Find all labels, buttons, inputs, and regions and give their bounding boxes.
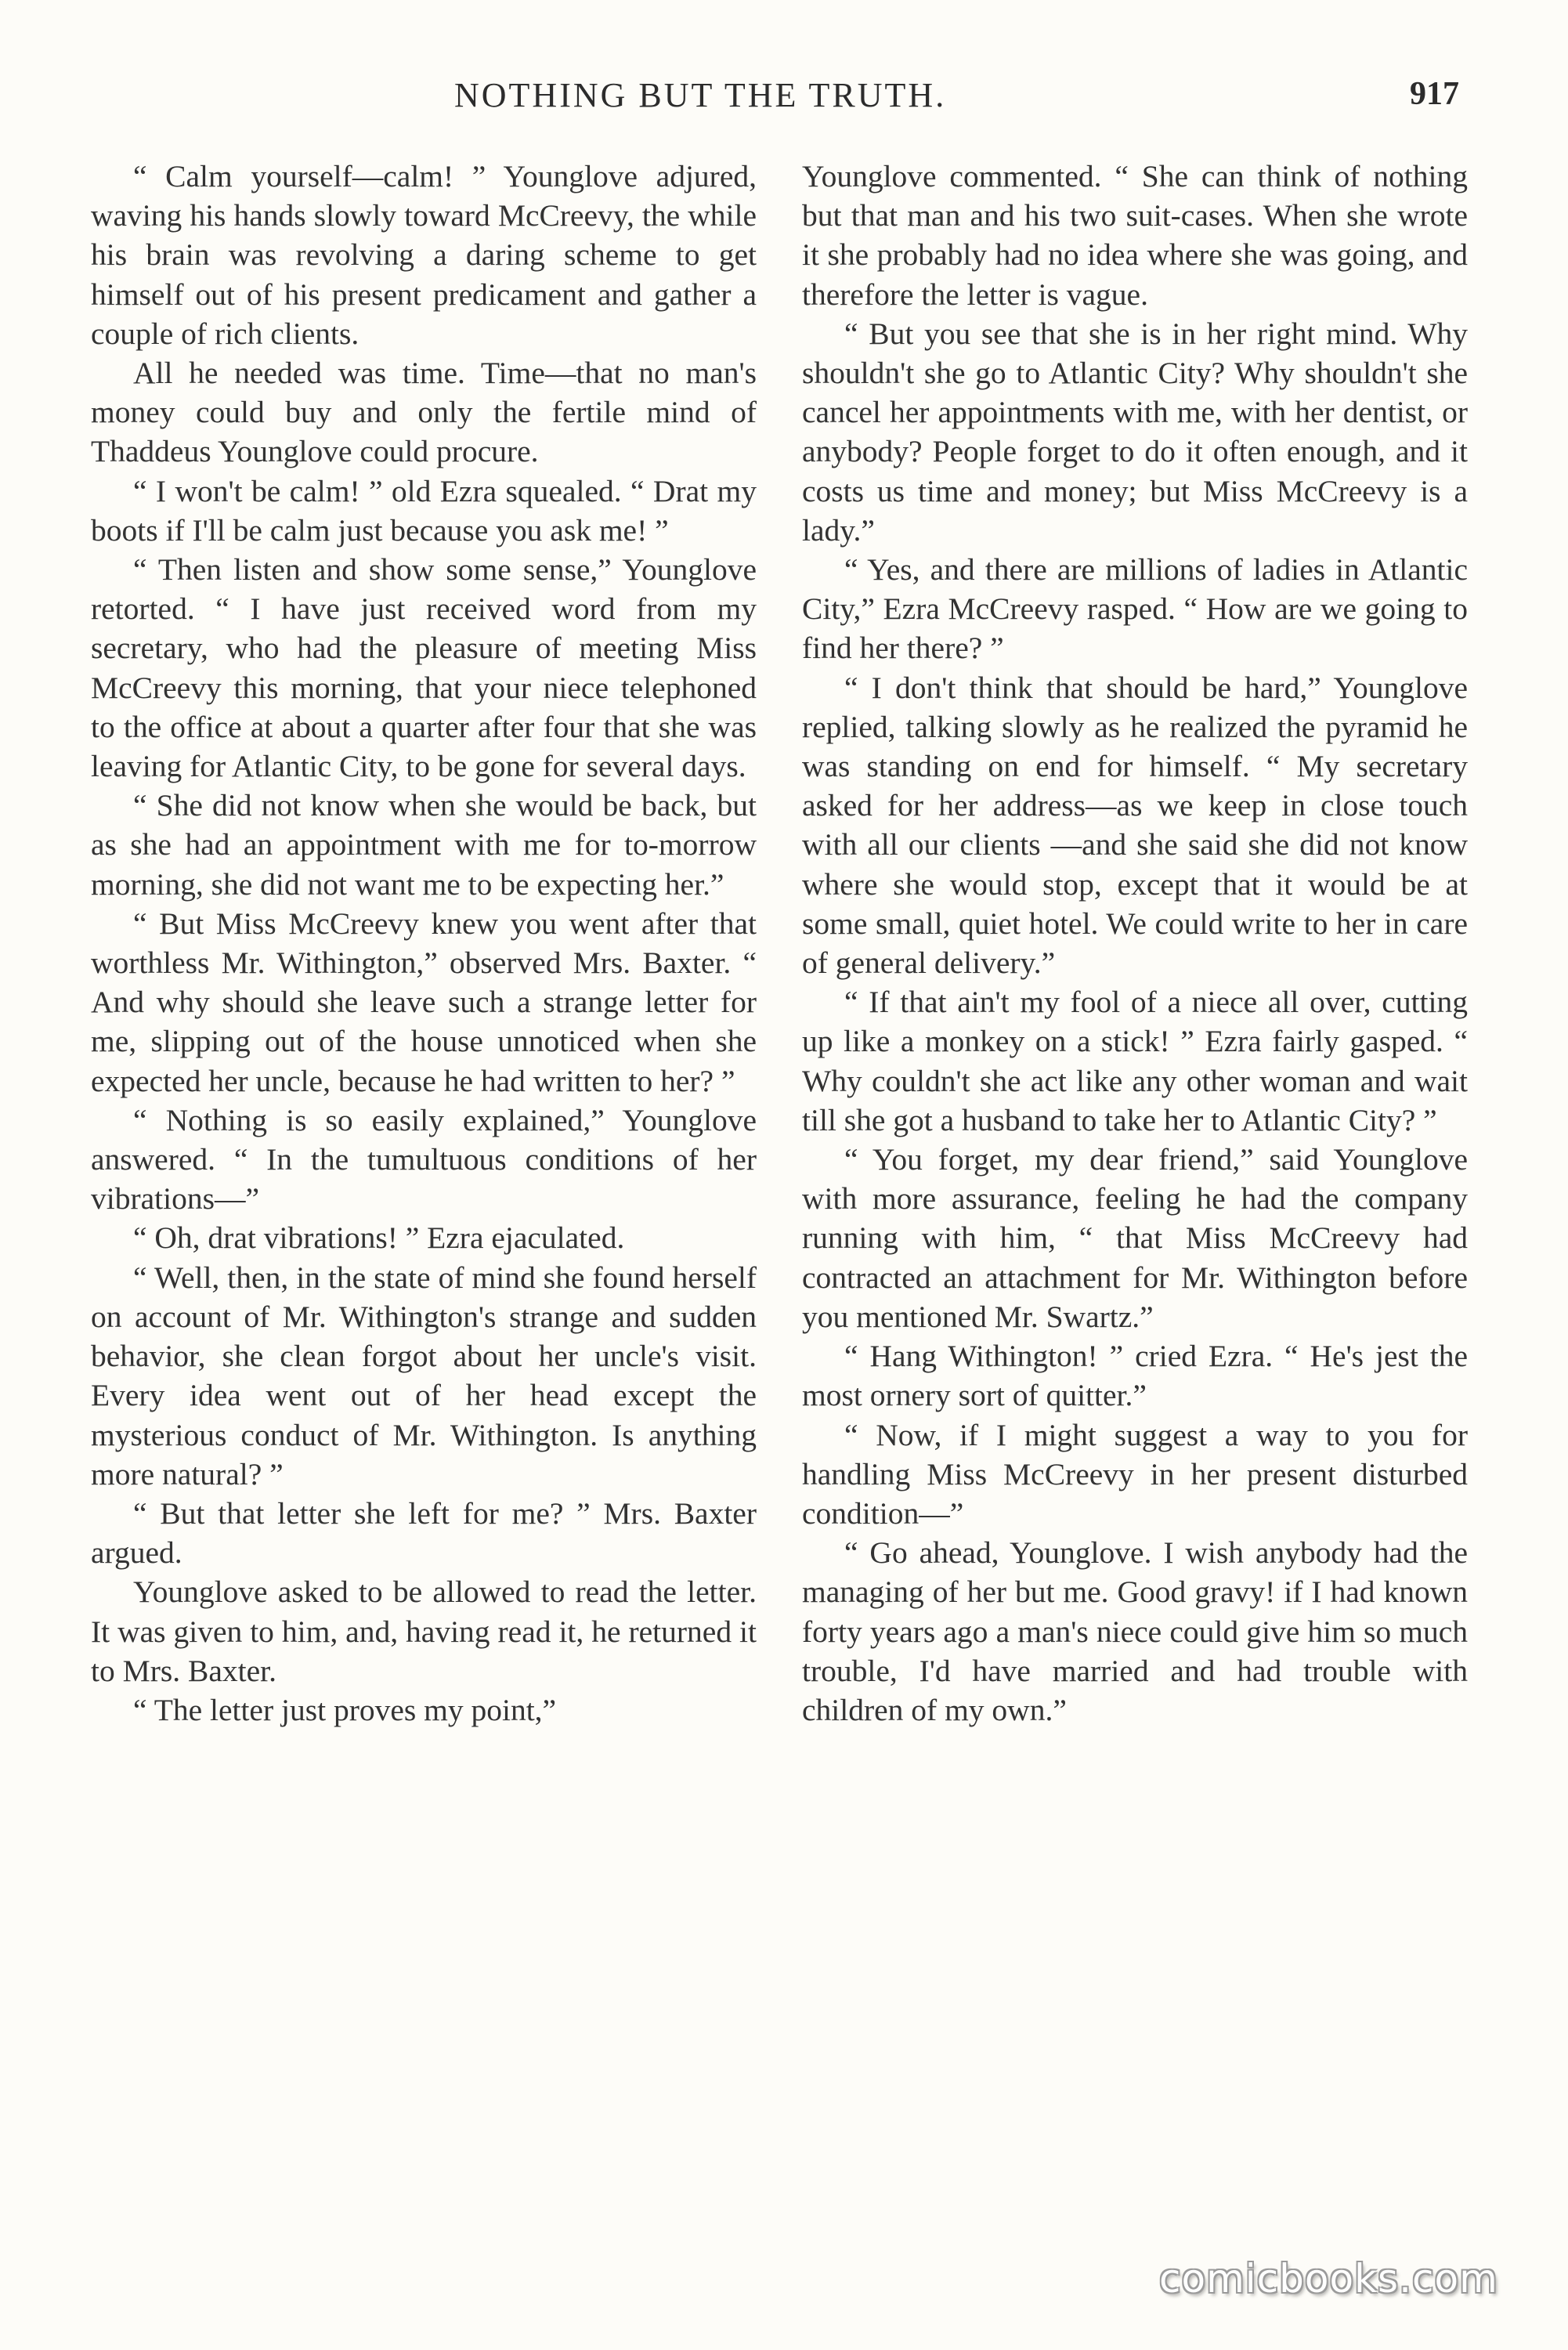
paragraph: “ Now, if I might suggest a way to you for handling Miss McCreevy in her present disturbed condition—” — [802, 1417, 1468, 1531]
paragraph: “ The letter just proves my point,” — [133, 1692, 557, 1727]
paragraph: All he needed was time. Time—that no man's money could buy and only the fertile mind of Thaddeus Younglove could procure. — [91, 356, 757, 469]
page-number: 917 — [1410, 76, 1459, 112]
paragraph: “ Oh, drat vibrations! ” Ezra ejaculated. — [133, 1220, 625, 1256]
running-title: NOTHING BUT THE TRUTH. — [454, 76, 947, 114]
paragraph: “ Hang Withington! ” cried Ezra. “ He's jest the most ornery sort of quitter.” — [802, 1339, 1468, 1413]
paragraph: “ I won't be calm! ” old Ezra squealed. “ Drat my boots if I'll be calm just because you ask me! ” — [91, 473, 757, 548]
paragraph: “ You forget, my dear friend,” said Younglove with more assurance, feeling he had the company running with him, “ that Miss McCreevy had contracted an attachment for Mr. Withington before you mentioned Mr. Swartz.” — [802, 1142, 1468, 1334]
page-header — [0, 75, 1568, 130]
paragraph: Younglove asked to be allowed to read the letter. It was given to him, and, having read it, he returned it to Mrs. Baxter. — [91, 1574, 757, 1688]
paragraph: “ Nothing is so easily explained,” Younglove answered. “ In the tumultuous conditions of her vibrations—” — [91, 1102, 757, 1217]
paragraph: “ Then listen and show some sense,” Younglove retorted. “ I have just received word from my secretary, who had the pleasure of meeting Miss McCreevy this morning, that your niece telephoned to the office at about a quarter after four that she was leaving for Atlantic City, to be gone for several days. — [91, 552, 757, 784]
paragraph: “ Go ahead, Younglove. I wish anybody had the managing of her but me. Good gravy! if I had known forty years ago a man's niece could give him so much trouble, I'd have married and had trouble with children of my own.” — [802, 1535, 1468, 1727]
paragraph: “ Calm yourself—calm! ” Younglove adjured, waving his hands slowly toward McCreevy, the while his brain was revolving a daring scheme to get himself out of his present predicament and gather a couple of rich clients. — [91, 159, 757, 351]
left-column — [91, 157, 757, 1730]
paragraph: “ Well, then, in the state of mind she found herself on account of Mr. Withington's strange and sudden behavior, she clean forgot about her uncle's visit. Every idea went out of her head except the mysterious conduct of Mr. Withington. Is anything more natural? ” — [91, 1260, 757, 1491]
paragraph: “ But that letter she left for me? ” Mrs. Baxter argued. — [91, 1495, 757, 1571]
paragraph: “ But Miss McCreevy knew you went after that worthless Mr. Withington,” observed Mrs. Baxter. “ And why should she leave such a strange letter for me, slipping out of the house unnoticed when she expected her uncle, because he had written to her? ” — [91, 906, 757, 1098]
paragraph-continuation: Younglove commented. “ She can think of nothing but that man and his two suit-cases. When she wrote it she probably had no idea where she was going, and therefore the letter is vague. — [802, 159, 1468, 312]
paragraph: “ If that ain't my fool of a niece all over, cutting up like a monkey on a stick! ” Ezra fairly gasped. “ Why couldn't she act like any other woman and wait till she got a husband to take her to Atlantic City? ” — [802, 985, 1468, 1137]
watermark: comicbooks.com — [1159, 2256, 1498, 2301]
paragraph: “ She did not know when she would be back, but as she had an appointment with me for to-morrow morning, she did not want me to be expecting her.” — [91, 788, 757, 902]
paragraph: “ I don't think that should be hard,” Younglove replied, talking slowly as he realized the pyramid he was standing on end for himself. “ My secretary asked for her address—as we keep in close touch with all our clients —and she said she did not know where she would stop, except that it would be at some small, quiet hotel. We could write to her in care of general delivery.” — [802, 670, 1468, 981]
paragraph: “ Yes, and there are millions of ladies in Atlantic City,” Ezra McCreevy rasped. “ How are we going to find her there? ” — [802, 552, 1468, 666]
paragraph: “ But you see that she is in her right mind. Why shouldn't she go to Atlantic City? Why shouldn't she cancel her appointments with me, with her dentist, or anybody? People forget to do it often enough, and it costs us time and money; but Miss McCreevy is a lady.” — [802, 316, 1468, 548]
right-column — [802, 157, 1468, 1730]
